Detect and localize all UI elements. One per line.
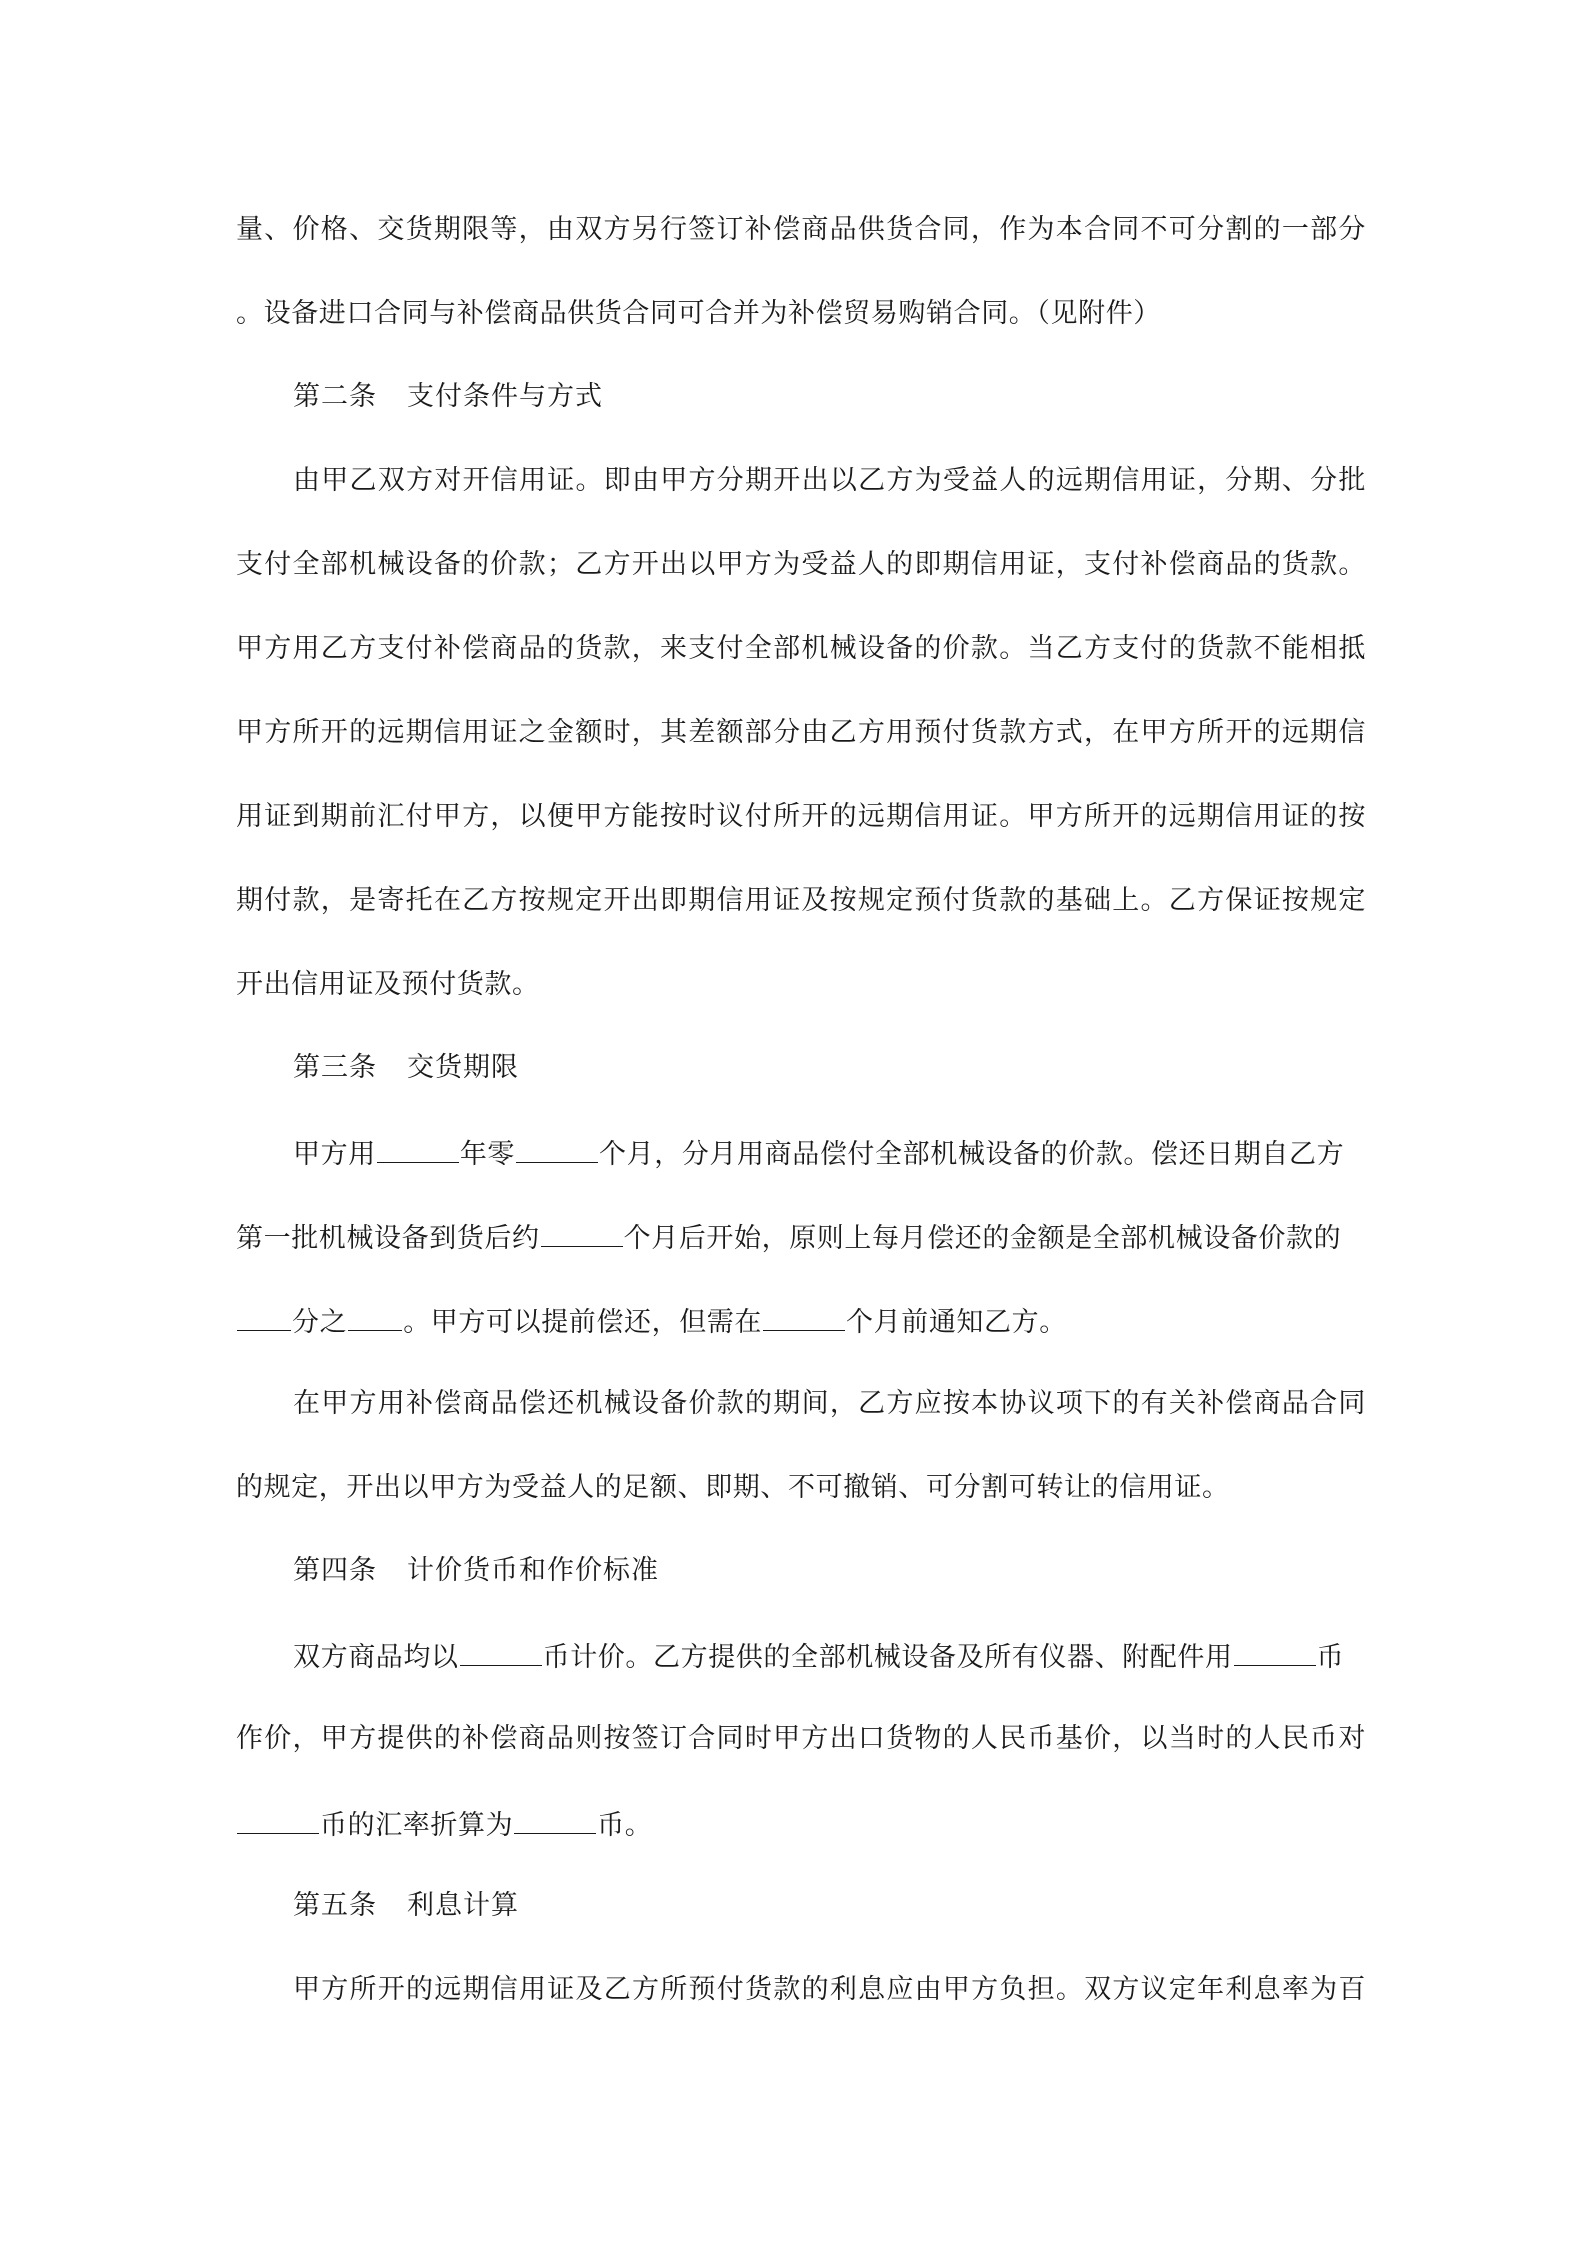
- article-4-line-3: [236, 1803, 1366, 1843]
- fill-in-blank-equipment-currency[interactable]: [1234, 1635, 1316, 1666]
- fill-in-blank-exchange-currency[interactable]: [237, 1803, 319, 1834]
- article-2-line-5: 用证到期前汇付甲方，以便甲方能按时议付所开的远期信用证。甲方所开的远期信用证的按: [236, 801, 1366, 832]
- article-2-line-3: 甲方用乙方支付补偿商品的货款，来支付全部机械设备的价款。当乙方支付的货款不能相抵: [236, 633, 1366, 664]
- fill-in-blank-denominator[interactable]: [237, 1300, 291, 1331]
- text-segment: 年零: [459, 1139, 516, 1170]
- article-4-number: 第四条: [293, 1555, 377, 1586]
- article-3-heading: [293, 1048, 1366, 1088]
- article-2-line-2: 支付全部机械设备的价款；乙方开出以甲方为受益人的即期信用证，支付补偿商品的货款。: [236, 549, 1366, 580]
- article-4-line-1: [293, 1635, 1366, 1675]
- fill-in-blank-months[interactable]: [516, 1132, 598, 1163]
- text-segment: 甲方用: [293, 1139, 376, 1170]
- article-5-number: 第五条: [293, 1890, 377, 1921]
- text-segment: 个月后开始，原则上每月偿还的金额是全部机械设备价款的: [623, 1223, 1342, 1254]
- article-3-title: 交货期限: [407, 1052, 519, 1083]
- article-2-line-1: 由甲乙双方对开信用证。即由甲方分期开出以乙方为受益人的远期信用证，分期、分批: [293, 465, 1366, 496]
- text-segment: 第一批机械设备到货后约: [236, 1223, 540, 1254]
- fill-in-blank-currency[interactable]: [460, 1635, 542, 1666]
- text-segment: 币的汇率折算为: [320, 1810, 514, 1841]
- text-segment: 个月，分月用商品偿付全部机械设备的价款。偿还日期自乙方: [599, 1139, 1345, 1170]
- article-4-title: 计价货币和作价标准: [407, 1555, 659, 1586]
- text-segment: 币: [1316, 1642, 1345, 1673]
- article-2-title: 支付条件与方式: [407, 381, 603, 412]
- article-3-p2-line-2: 的规定，开出以甲方为受益人的足额、即期、不可撤销、可分割可转让的信用证。: [236, 1472, 1230, 1503]
- article-5-heading: [293, 1886, 1366, 1926]
- article-2-number: 第二条: [293, 381, 377, 412]
- article-2-line-6: 期付款，是寄托在乙方按规定开出即期信用证及按规定预付货款的基础上。乙方保证按规定: [236, 885, 1366, 916]
- article-3-number: 第三条: [293, 1052, 377, 1083]
- article-5-title: 利息计算: [407, 1890, 519, 1921]
- article-5-line-1: 甲方所开的远期信用证及乙方所预付货款的利息应由甲方负担。双方议定年利息率为百: [293, 1974, 1366, 2005]
- fill-in-blank-start-months[interactable]: [541, 1216, 623, 1247]
- fill-in-blank-numerator[interactable]: [348, 1300, 402, 1331]
- continuation-line-2: 。设备进口合同与补偿商品供货合同可合并为补偿贸易购销合同。（见附件）: [236, 298, 1161, 329]
- text-segment: 币。: [597, 1810, 653, 1841]
- text-segment: 个月前通知乙方。: [846, 1307, 1067, 1338]
- text-segment: 分之: [292, 1307, 348, 1338]
- text-segment: 币计价。乙方提供的全部机械设备及所有仪器、附配件用: [542, 1642, 1233, 1673]
- article-2-heading: [293, 377, 1366, 417]
- article-3-p1-line-2: [236, 1216, 1366, 1256]
- article-3-p1-line-3: [236, 1300, 1366, 1340]
- article-4-heading: [293, 1551, 1366, 1591]
- article-3-p2-line-1: 在甲方用补偿商品偿还机械设备价款的期间，乙方应按本协议项下的有关补偿商品合同: [293, 1388, 1366, 1419]
- continuation-line-1: 量、价格、交货期限等，由双方另行签订补偿商品供货合同，作为本合同不可分割的一部分: [236, 214, 1366, 245]
- fill-in-blank-notice-months[interactable]: [763, 1300, 845, 1331]
- article-3-p1-line-1: [293, 1132, 1366, 1172]
- article-2-line-7: 开出信用证及预付货款。: [236, 969, 540, 1000]
- fill-in-blank-converted-currency[interactable]: [514, 1803, 596, 1834]
- article-2-line-4: 甲方所开的远期信用证之金额时，其差额部分由乙方用预付货款方式，在甲方所开的远期信: [236, 717, 1366, 748]
- fill-in-blank-years[interactable]: [377, 1132, 459, 1163]
- text-segment: 。甲方可以提前偿还，但需在: [403, 1307, 763, 1338]
- text-segment: 双方商品均以: [293, 1642, 459, 1673]
- article-4-line-2: 作价，甲方提供的补偿商品则按签订合同时甲方出口货物的人民币基价，以当时的人民币对: [236, 1723, 1366, 1754]
